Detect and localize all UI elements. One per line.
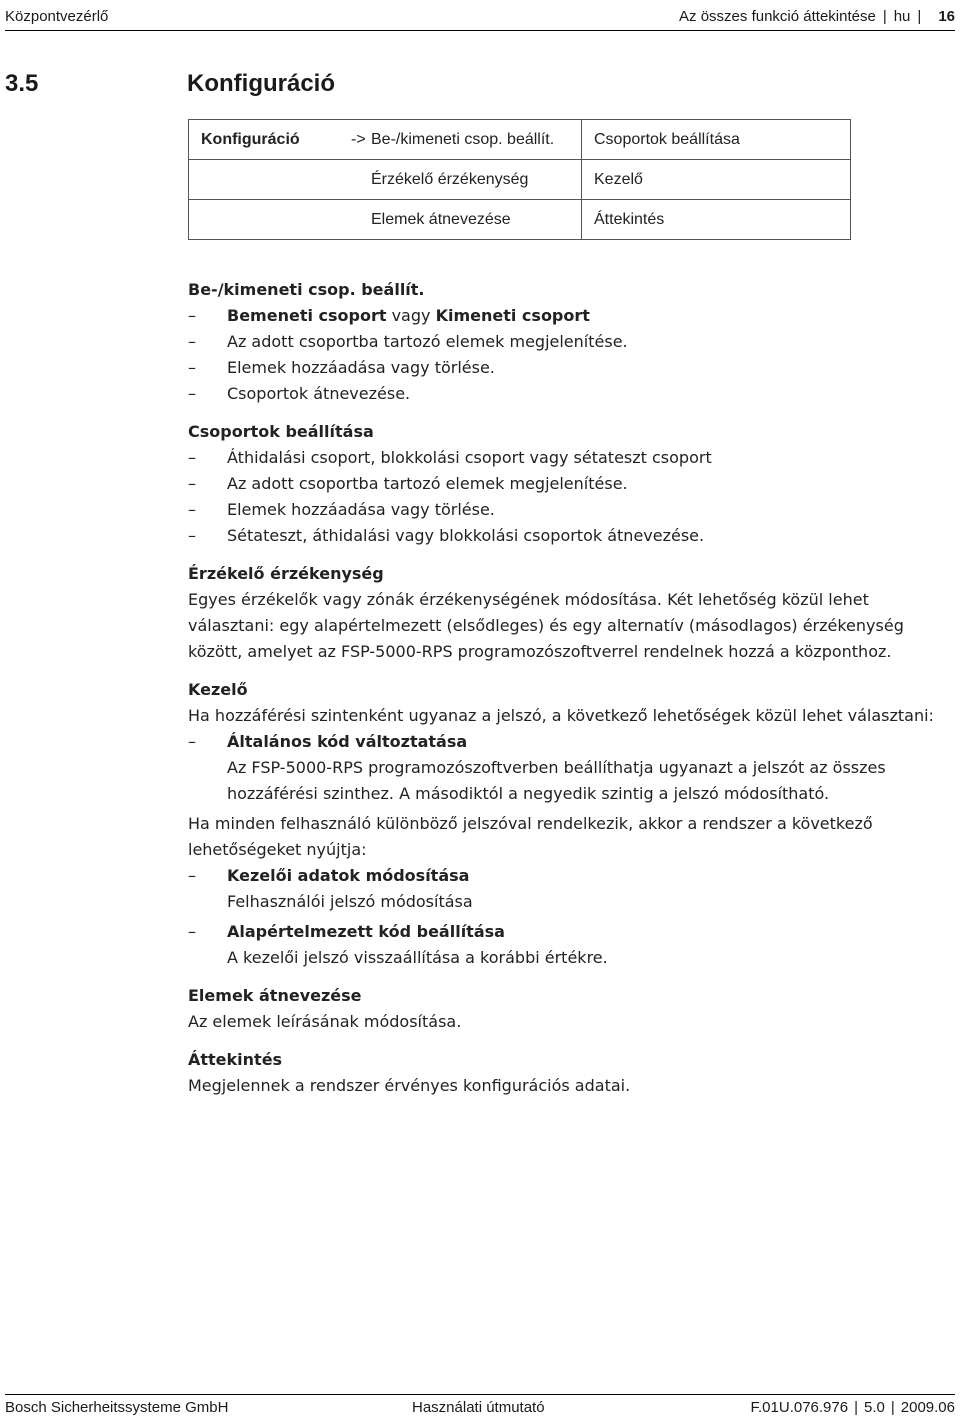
rename-heading: Elemek átnevezése bbox=[188, 986, 362, 1005]
overview-heading: Áttekintés bbox=[188, 1050, 283, 1069]
page-header bbox=[5, 8, 955, 31]
footer-date: 2009.06 bbox=[900, 1399, 955, 1416]
list-item: – Alapértelmezett kód beállítása bbox=[188, 922, 505, 941]
footer-version: 5.0 bbox=[864, 1399, 885, 1416]
list-item: – Csoportok átnevezése. bbox=[188, 384, 411, 403]
section-number: 3.5 bbox=[5, 70, 39, 97]
body-content bbox=[188, 277, 953, 1099]
section-title: Konfiguráció bbox=[187, 70, 335, 97]
page-footer bbox=[5, 1394, 955, 1416]
header-right: Az összes funkció áttekintése | hu | 16 bbox=[679, 8, 955, 25]
footer-right: F.01U.076.976 | 5.0 | 2009.06 bbox=[750, 1399, 955, 1416]
page-number: 16 bbox=[938, 8, 955, 25]
list-item-desc: Az FSP-5000-RPS programozószoftverben beállíthatja ugyanazt a jelszót az összes hozzáférési szinthez. A másodiktól a negyedik szintig a jelszó módosítható. bbox=[227, 758, 886, 803]
rename-body: Az elemek leírásának módosítása. bbox=[188, 1012, 462, 1031]
footer-doc: Használati útmutató bbox=[412, 1399, 545, 1416]
footer-code: F.01U.076.976 bbox=[750, 1399, 849, 1416]
operator-heading: Kezelő bbox=[188, 680, 248, 699]
footer-company: Bosch Sicherheitssysteme GmbH bbox=[5, 1399, 229, 1416]
list-item-desc: A kezelői jelszó visszaállítása a korábbi értékre. bbox=[227, 948, 608, 967]
menu-item: Elemek átnevezése bbox=[371, 200, 582, 240]
menu-item: Áttekintés bbox=[582, 200, 851, 240]
list-item: – Bemeneti csoport vagy Kimeneti csoport bbox=[188, 306, 590, 325]
menu-arrow: -> bbox=[351, 120, 371, 160]
header-lang: hu bbox=[893, 8, 911, 25]
menu-item: Kezelő bbox=[582, 160, 851, 200]
menu-item: Be-/kimeneti csop. beállít. bbox=[371, 120, 582, 160]
list-item: – Áthidalási csoport, blokkolási csoport vagy sétateszt csoport bbox=[188, 448, 712, 467]
operator-intro2: Ha minden felhasználó különböző jelszóval rendelkezik, akkor a rendszer a következő lehetőségeket nyújtja: bbox=[188, 814, 873, 859]
sensor-body: Egyes érzékelők vagy zónák érzékenységének módosítása. Két lehetőség közül lehet választani: egy alapértelmezett (elsődleges) és egy alternatív (másodlagos) érzékenység között, amelyet az FSP-5000-RPS programozószoftverrel rendelnek hozzá a központhoz. bbox=[188, 590, 904, 661]
header-product: Központvezérlő bbox=[5, 8, 109, 25]
table-row bbox=[189, 120, 851, 160]
io-heading: Be-/kimeneti csop. beállít. bbox=[188, 280, 425, 299]
list-item: – Elemek hozzáadása vagy törlése. bbox=[188, 500, 495, 519]
list-item: – Általános kód változtatása bbox=[188, 732, 468, 751]
list-item-desc: Felhasználói jelszó módosítása bbox=[227, 892, 473, 911]
list-item: – Az adott csoportba tartozó elemek megjelenítése. bbox=[188, 474, 628, 493]
menu-item: Csoportok beállítása bbox=[582, 120, 851, 160]
overview-body: Megjelennek a rendszer érvényes konfigurációs adatai. bbox=[188, 1076, 631, 1095]
list-item: – Kezelői adatok módosítása bbox=[188, 866, 470, 885]
sensor-heading: Érzékelő érzékenység bbox=[188, 564, 384, 583]
header-chapter: Az összes funkció áttekintése bbox=[679, 8, 876, 25]
menu-root: Konfiguráció bbox=[189, 120, 352, 160]
table-row bbox=[189, 160, 851, 200]
menu-item: Érzékelő érzékenység bbox=[371, 160, 582, 200]
list-item: – Sétateszt, áthidalási vagy blokkolási csoportok átnevezése. bbox=[188, 526, 705, 545]
menu-table bbox=[188, 119, 851, 240]
operator-intro: Ha hozzáférési szintenként ugyanaz a jelszó, a következő lehetőségek közül lehet választani: bbox=[188, 706, 934, 725]
groups-heading: Csoportok beállítása bbox=[188, 422, 374, 441]
table-row bbox=[189, 200, 851, 240]
list-item: – Az adott csoportba tartozó elemek megjelenítése. bbox=[188, 332, 628, 351]
list-item: – Elemek hozzáadása vagy törlése. bbox=[188, 358, 495, 377]
